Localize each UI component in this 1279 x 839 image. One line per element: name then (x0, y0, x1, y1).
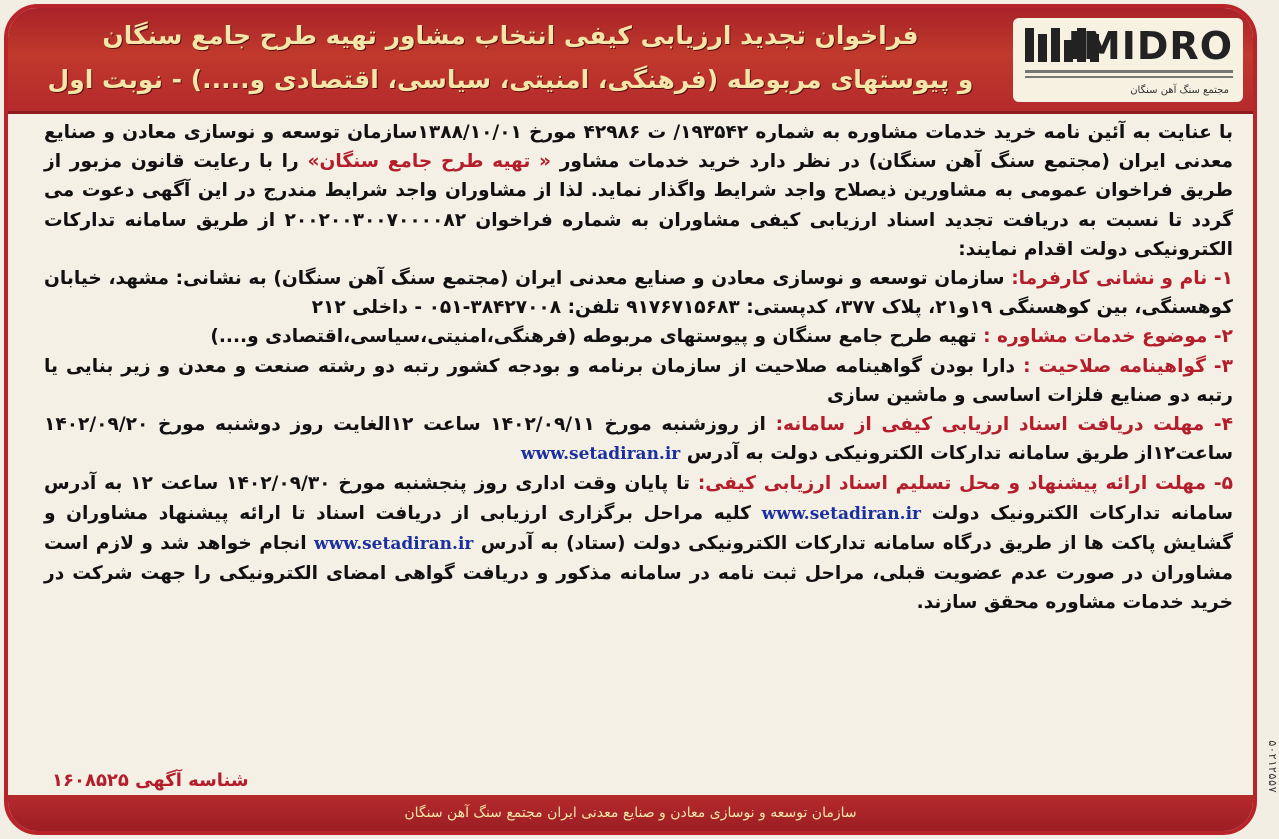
item-5-label: ۵- مهلت ارائه پیشنهاد و محل تسلیم اسناد ارزیابی کیفی: (697, 473, 1233, 495)
item-2 (44, 322, 1233, 351)
intro-rest: را با رعایت قانون مزبور از طریق فراخوان عمومی به مشاورین ذیصلاح واجد شرایط واگذار نماید. لذا از مشاوران واجد شرایط مندرج در این آگهی دعوت می گردد تا نسبت به دریافت تجدید اسناد ارزیابی کیفی مشاوران به شماره فراخوان ۲۰۰۲۰۰۳۰۰۷۰۰۰۰۸۲ از طریق سامانه تدارکات الکترونیکی دولت اقدام نمایند: (44, 151, 1233, 260)
ad-id: شناسه آگهی ۱۶۰۸۵۲۵ (52, 770, 249, 791)
item-5-text-b: کلیه مراحل برگزاری ارزیابی از دریافت اسناد تا ارائه پیشنهاد مشاوران و گشایش پاکت ها از طریق درگاه سامانه تدارکات الکترونیکی دولت (ستاد) به آدرس (44, 502, 1233, 554)
item-1-text: سازمان توسعه و نوسازی معادن و صنایع معدنی ایران (مجتمع سنگ آهن سنگان) به نشانی: مشهد، خیابان کوهسنگی، بین کوهسنگی ۱۹و۲۱، پلاک ۳۷۷، کدپستی: ۹۱۷۶۷۱۵۶۸۳ تلفن: ۳۸۴۲۷۰۰۸-۰۵۱ - داخلی ۲۱۲ (44, 268, 1233, 319)
side-code: ۵۰۲۱۲۵۵۷ (1266, 740, 1279, 793)
ad-title (38, 14, 983, 102)
title-line-1: فراخوان تجدید ارزیابی کیفی انتخاب مشاور تهیه طرح جامع سنگان (102, 21, 919, 50)
item-5 (44, 469, 1233, 617)
item-1 (44, 264, 1233, 322)
logo-divider-2 (1025, 76, 1233, 78)
item-2-label: ۲- موضوع خدمات مشاوره : (983, 326, 1233, 348)
logo-subtitle: مجتمع سنگ آهن سنگان (1130, 85, 1229, 96)
imidro-logo (1013, 18, 1243, 102)
project-name: « تهیه طرح جامع سنگان» (307, 151, 552, 173)
item-3 (44, 352, 1233, 410)
website-link-1[interactable]: www.setadiran.ir (520, 444, 681, 465)
intro-paragraph (44, 118, 1233, 264)
item-4-text: از روزشنبه مورخ ۱۴۰۲/۰۹/۱۱ ساعت ۱۲الغایت روز دوشنبه مورخ ۱۴۰۲/۰۹/۲۰ ساعت۱۲از طریق سامانه تدارکات الکترونیکی دولت به آدرس (44, 414, 1233, 465)
ad-header (8, 8, 1253, 114)
ad-body (44, 118, 1233, 617)
logo-divider (1025, 70, 1233, 73)
item-5-text-c: انجام خواهد شد و لازم است مشاوران در صورت عدم عضویت قبلی، مراحل ثبت نامه در سامانه مذکور و دریافت گواهی امضای الکترونیکی را جهت شرکت در خرید خدمات مشاوره محقق سازند. (44, 532, 1233, 614)
item-3-text: دارا بودن گواهینامه صلاحیت از سازمان برنامه و بودجه کشور رتبه دو رشته صنعت و معدن و زیر بنایی یا رتبه دو صنایع فلزات اساسی و ماشین سازی (44, 355, 1233, 406)
ad-footer: سازمان توسعه و نوسازی معادن و صنایع معدنی ایران مجتمع سنگ آهن سنگان (8, 795, 1253, 831)
item-4 (44, 410, 1233, 469)
ad-frame (4, 4, 1257, 835)
logo-text: IMIDRO (1067, 24, 1233, 68)
item-1-label: ۱- نام و نشانی کارفرما: (1011, 268, 1233, 290)
website-link-2[interactable]: www.setadiran.ir (761, 503, 921, 524)
item-4-label: ۴- مهلت دریافت اسناد ارزیابی کیفی از سامانه: (775, 414, 1233, 436)
intro-text: با عنایت به آئین نامه خرید خدمات مشاوره به شماره ۱۹۳۵۴۲/ ت ۴۲۹۸۶ مورخ ۱۳۸۸/۱۰/۰۱سازمان توسعه و نوسازی معادن و صنایع معدنی ایران (مجتمع سنگ آهن سنگان) در نظر دارد خرید خدمات مشاور (44, 122, 1233, 173)
title-line-2: و پیوستهای مربوطه (فرهنگی، امنیتی، سیاسی، اقتصادی و.....) - نوبت اول (47, 65, 974, 94)
website-link-3[interactable]: www.setadiran.ir (314, 533, 474, 554)
item-5-text-a: تا پایان وقت اداری روز پنجشنبه مورخ ۱۴۰۲/۰۹/۳۰ ساعت ۱۲ به آدرس سامانه تدارکات الکترونیک دولت (44, 473, 1233, 524)
item-3-label: ۳- گواهینامه صلاحیت : (1023, 355, 1233, 377)
item-2-text: تهیه طرح جامع سنگان و پیوستهای مربوطه (فرهنگی،امنیتی،سیاسی،اقتصادی و....) (210, 326, 977, 348)
